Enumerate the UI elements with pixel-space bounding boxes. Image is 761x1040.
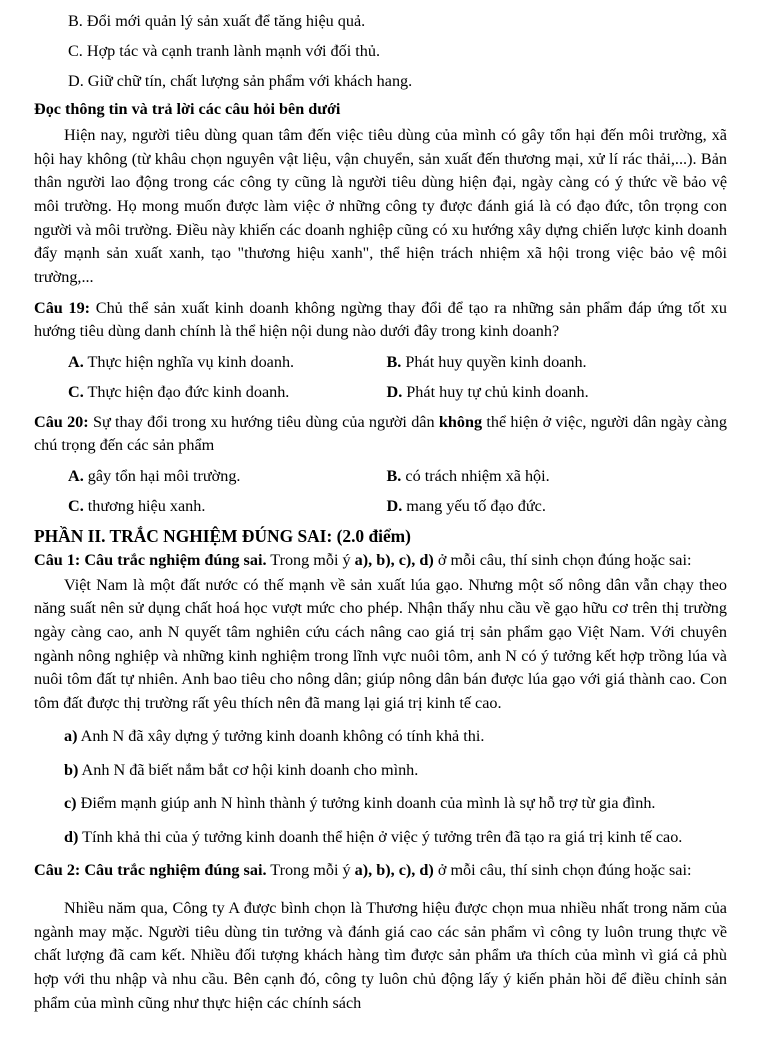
part2-q1-item-b bbox=[34, 759, 727, 782]
question-20-text bbox=[34, 411, 727, 458]
part2-q1-item-a bbox=[34, 725, 727, 748]
question-20 bbox=[34, 411, 727, 458]
part2-q1-instruction-keys: a), b), c), d) bbox=[354, 550, 434, 569]
option-text: mang yếu tố đạo đức. bbox=[402, 496, 546, 515]
option-text: Phát huy tự chủ kinh doanh. bbox=[402, 382, 589, 401]
option-text: có trách nhiệm xã hội. bbox=[401, 466, 550, 485]
option-b-top: B. Đổi mới quản lý sản xuất để tăng hiệu quả. bbox=[68, 12, 366, 30]
part2-q1-instruction bbox=[34, 549, 727, 573]
question-20-option-d bbox=[381, 495, 728, 518]
question-19-option-a bbox=[34, 351, 381, 374]
sub-item-text: Anh N đã biết nắm bắt cơ hội kinh doanh cho mình. bbox=[78, 760, 419, 779]
reading-heading: Đọc thông tin và trả lời các câu hỏi bên dưới bbox=[34, 100, 341, 118]
question-19-options-row-1 bbox=[34, 351, 727, 374]
question-19-label: Câu 19: bbox=[34, 298, 91, 317]
part2-q1-instruction-2: ở mỗi câu, thí sinh chọn đúng hoặc sai: bbox=[433, 550, 692, 569]
option-key: D. bbox=[386, 382, 403, 401]
question-19-options-row-2 bbox=[34, 381, 727, 404]
question-20-option-b bbox=[381, 465, 728, 488]
question-20-label: Câu 20: bbox=[34, 412, 89, 431]
option-d-top: D. Giữ chữ tín, chất lượng sản phẩm với khách hang. bbox=[68, 72, 413, 90]
option-text: gây tổn hại môi trường. bbox=[83, 466, 241, 485]
question-20-options-row-2 bbox=[34, 495, 727, 518]
option-key: A. bbox=[68, 352, 84, 371]
question-20-options-row-1 bbox=[34, 465, 727, 488]
reading-passage-block bbox=[34, 124, 727, 290]
part2-q1-label: Câu 1: Câu trắc nghiệm đúng sai. bbox=[34, 550, 267, 569]
option-key: B. bbox=[386, 466, 402, 485]
part2-q2-label: Câu 2: Câu trắc nghiệm đúng sai. bbox=[34, 861, 267, 880]
sub-item-key: c) bbox=[64, 794, 77, 813]
part2-q2-instruction bbox=[34, 859, 727, 883]
part2-q1-passage: Việt Nam là một đất nước có thế mạnh về sản xuất lúa gạo. Nhưng một số nông dân vẫn chạy theo năng suất nên sử dụng chất hoá học vượt mức cho phép. Nhận thấy nhu cầu về gạo hữu cơ trên thị trường ngày càng cao, anh N quyết tâm nghiên cứu cách nâng cao giá trị sản phẩm gạo Việt Nam. Với chuyên ngành nông nghiệp và những kinh nghiệm trong lĩnh vực nuôi tôm, anh N có ý tưởng kết hợp trồng lúa và nuôi tôm đất tự nhiên. Anh bao tiêu cho nông dân; giúp nông dân bán được lúa gạo với giá thành cao. Con tôm đất được thị trường rất yêu thích nên đã mang lại giá trị kinh tế cao. bbox=[34, 575, 727, 712]
sub-item-key: b) bbox=[64, 760, 79, 779]
part2-q1-item-d bbox=[34, 826, 727, 849]
question-20-option-c bbox=[34, 495, 381, 518]
option-c-top: C. Hợp tác và cạnh tranh lành mạnh với đối thủ. bbox=[68, 42, 381, 60]
option-text: Thực hiện nghĩa vụ kinh doanh. bbox=[83, 352, 295, 371]
option-key: B. bbox=[386, 352, 402, 371]
question-19-option-d bbox=[381, 381, 728, 404]
option-text: thương hiệu xanh. bbox=[83, 496, 206, 515]
question-20-option-a bbox=[34, 465, 381, 488]
question-20-body-1: Sự thay đổi trong xu hướng tiêu dùng của người dân bbox=[88, 412, 439, 431]
part2-q2-passage: Nhiều năm qua, Công ty A được bình chọn là Thương hiệu được chọn mua nhiều nhất trong năm của ngành may mặc. Người tiêu dùng tin tưởng và đánh giá cao các sản phẩm vì công ty luôn trung thực về chất lượng đã cam kết. Nhiều đối tượng khách hàng tìm được sản phẩm ưa thích của mình vì giá cả phù hợp với thu nhập và nhu cầu. Bên cạnh đó, công ty luôn chủ động lấy ý kiến phản hồi để điều chỉnh sản phẩm của mình cũng như thực hiện các chính sách bbox=[34, 899, 727, 1012]
question-19-body: Chủ thể sản xuất kinh doanh không ngừng thay đổi để tạo ra những sản phẩm đáp ứng tốt xu hướng tiêu dùng danh chính là thể hiện nội dung nào dưới đây trong kinh doanh? bbox=[34, 298, 727, 341]
question-19-option-c bbox=[34, 381, 381, 404]
sub-item-text: Tính khả thi của ý tưởng kinh doanh thể hiện ở việc ý tưởng trên đã tạo ra giá trị kinh tế cao. bbox=[78, 827, 683, 846]
sub-item-text: Anh N đã xây dựng ý tưởng kinh doanh không có tính khả thi. bbox=[77, 727, 485, 746]
question-19-text bbox=[34, 297, 727, 344]
part2-q1-instruction-1: Trong mỗi ý bbox=[266, 550, 355, 569]
sub-item-key: d) bbox=[64, 827, 79, 846]
question-19-option-b bbox=[381, 351, 728, 374]
option-key: A. bbox=[68, 466, 84, 485]
part2-q1-item-c bbox=[34, 792, 727, 815]
sub-item-text: Điểm mạnh giúp anh N hình thành ý tưởng kinh doanh của mình là sự hỗ trợ từ gia đình. bbox=[76, 794, 656, 813]
part2-q2-instruction-1: Trong mỗi ý bbox=[266, 861, 355, 880]
part2-q2-instruction-2: ở mỗi câu, thí sinh chọn đúng hoặc sai: bbox=[433, 861, 692, 880]
option-text: Phát huy quyền kinh doanh. bbox=[401, 352, 587, 371]
question-20-emphasis: không bbox=[438, 412, 483, 431]
option-key: C. bbox=[68, 382, 84, 401]
part2-q2-instruction-keys: a), b), c), d) bbox=[354, 861, 434, 880]
question-20-body-2: thể hiện ở việc, người dân ngày càng chú trọng đến các sản phẩm bbox=[34, 412, 727, 455]
reading-passage-text: Hiện nay, người tiêu dùng quan tâm đến việc tiêu dùng của mình có gây tổn hại đến môi trường, xã hội hay không (từ khâu chọn nguyên vật liệu, vận chuyển, sản xuất đến thương mại, xử lí rác thải,...). Bản thân người lao động trong các công ty cũng là người tiêu dùng hiện đại, ngày càng có ý thức về bảo vệ môi trường. Họ mong muốn được làm việc ở những công ty được đánh giá là có đạo đức, tôn trọng con người và môi trường. Điều này khiến các doanh nghiệp cũng có xu hướng xây dựng chiến lược kinh doanh đẩy mạnh sản xuất xanh, tạo "thương hiệu xanh", thể hiện trách nhiệm xã hội trong việc bảo vệ môi trường,... bbox=[34, 126, 727, 286]
spacer bbox=[34, 884, 727, 897]
option-key: C. bbox=[68, 496, 84, 515]
spacer bbox=[34, 716, 727, 725]
option-text: Thực hiện đạo đức kinh doanh. bbox=[83, 382, 290, 401]
sub-item-key: a) bbox=[64, 727, 78, 746]
option-key: D. bbox=[386, 496, 403, 515]
part-2-title: PHẦN II. TRẮC NGHIỆM ĐÚNG SAI: (2.0 điểm) bbox=[34, 525, 411, 546]
question-19 bbox=[34, 297, 727, 344]
